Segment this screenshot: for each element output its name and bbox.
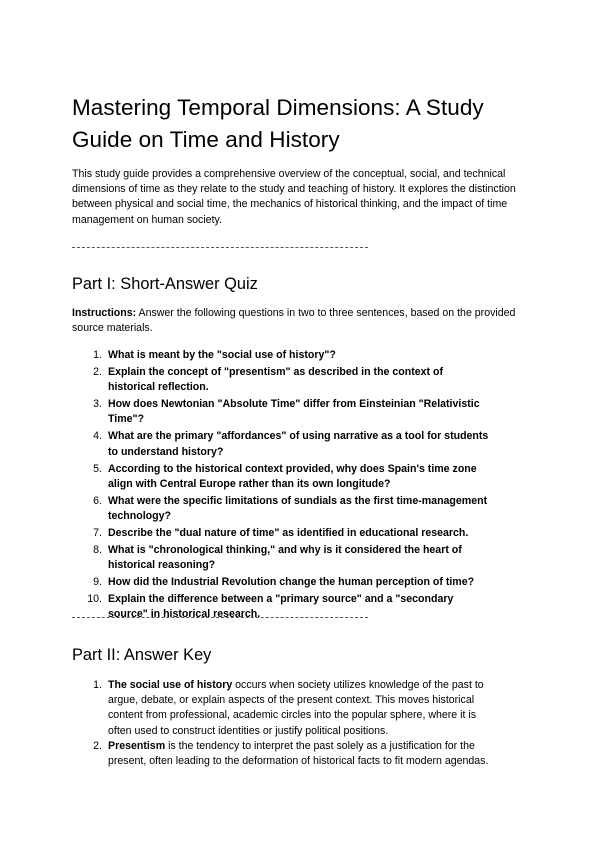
quiz-question: [72, 365, 492, 395]
quiz-question: [72, 348, 492, 363]
question-number: 1.: [93, 349, 102, 361]
divider-line: [72, 247, 368, 248]
instructions: [72, 306, 528, 336]
question-text: How does Newtonian "Absolute Time" differ from Einsteinian "Relativistic Time"?: [108, 398, 480, 426]
answer-key-list: [72, 678, 492, 769]
question-number: 3.: [93, 398, 102, 411]
question-number: 8.: [93, 544, 102, 557]
quiz-question: [72, 397, 492, 427]
question-text: How did the Industrial Revolution change the human perception of time?: [108, 576, 475, 589]
quiz-question: [72, 462, 492, 492]
question-text: What are the primary "affordances" of using narrative as a tool for students to understand history?: [108, 430, 489, 458]
answer-number: 2.: [93, 739, 102, 752]
question-number: 7.: [93, 527, 102, 540]
question-text: Explain the difference between a "primary source" and a "secondary source" in historical research.: [108, 593, 454, 621]
quiz-question: [72, 575, 492, 590]
question-text: According to the historical context provided, why does Spain's time zone align with Central Europe rather than its own longitude?: [108, 462, 477, 490]
divider-line: [72, 617, 368, 618]
quiz-question: [72, 592, 492, 622]
question-text: What is "chronological thinking," and why is it considered the heart of historical reasoning?: [108, 544, 462, 572]
part1-heading: Part I: Short-Answer Quiz: [72, 275, 258, 293]
answer-term: The social use of history: [108, 679, 233, 691]
question-text: Describe the "dual nature of time" as identified in educational research.: [108, 527, 469, 540]
answer-text: is the tendency to interpret the past solely as a justification for the present, often leading to the deformation of historical facts to fit modern agendas.: [108, 739, 489, 768]
answer-number: 1.: [93, 679, 102, 691]
question-text: What were the specific limitations of sundials as the first time-management technology?: [108, 494, 488, 523]
intro-paragraph: This study guide provides a comprehensive overview of the conceptual, social, and technical dimensions of time as they relate to the study and teaching of history. It explores the distinction between physical and social time, the mechanics of historical thinking, and the impact of time management on human society.: [72, 168, 516, 226]
answer-text: occurs when society utilizes knowledge of the past to argue, debate, or explain aspects of the present context. This moves historical content from professional, academic circles into the popular sphere, where it is often used to construct identities or justify political positions.: [108, 679, 484, 737]
question-number: 4.: [93, 430, 102, 443]
answer-term: Presentism: [108, 739, 166, 752]
quiz-question-list: [72, 348, 492, 624]
quiz-question: [72, 543, 492, 573]
instructions-text: Answer the following questions in two to three sentences, based on the provided source materials.: [72, 307, 516, 335]
question-number: 6.: [93, 494, 102, 507]
answer-item: [72, 678, 492, 739]
answer-item: [72, 739, 492, 769]
quiz-question: [72, 429, 492, 459]
document-title: Mastering Temporal Dimensions: A Study Guide on Time and History: [72, 95, 484, 152]
instructions-label: Instructions:: [72, 307, 137, 319]
question-text: Explain the concept of "presentism" as described in the context of historical reflection.: [108, 366, 443, 394]
quiz-question: [72, 526, 492, 541]
question-number: 5.: [93, 462, 102, 475]
question-number: 2.: [93, 366, 102, 378]
question-text: What is meant by the "social use of history"?: [108, 349, 336, 361]
question-number: 9.: [93, 576, 102, 589]
part2-heading: Part II: Answer Key: [72, 646, 212, 664]
question-number: 10.: [87, 593, 102, 606]
quiz-question: [72, 494, 492, 524]
